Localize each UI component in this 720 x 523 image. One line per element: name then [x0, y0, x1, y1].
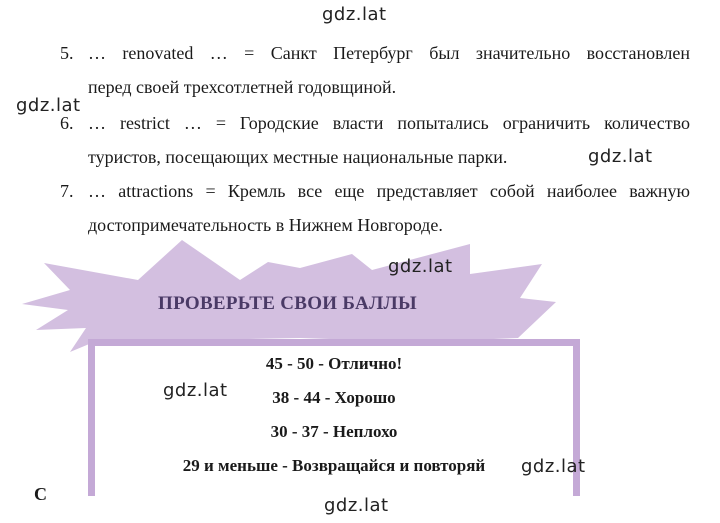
item-text-line: … renovated … = Санкт Петербург был значительно восстановлен [88, 43, 690, 63]
cut-off-text: С [34, 484, 47, 504]
score-line-good: 38 - 44 - Хорошо [272, 388, 396, 407]
watermark: gdz.lat [324, 495, 389, 516]
watermark: gdz.lat [163, 380, 228, 401]
item-number: 5. [60, 43, 74, 63]
item-text-line: … restrict … = Городские власти попытались ограничить количество [88, 113, 690, 133]
score-box [88, 339, 580, 496]
item-number: 6. [60, 113, 74, 133]
watermark: gdz.lat [521, 456, 586, 477]
watermark: gdz.lat [322, 4, 387, 25]
watermark: gdz.lat [388, 256, 453, 277]
score-section-title: ПРОВЕРЬТЕ СВОИ БАЛЛЫ [158, 293, 417, 314]
watermark: gdz.lat [588, 146, 653, 167]
item-number: 7. [60, 181, 74, 201]
item-text-line: туристов, посещающих местные национальные парки. [88, 147, 508, 167]
score-line-fair: 30 - 37 - Неплохо [270, 422, 398, 441]
item-text-line: … attractions = Кремль все еще представляет собой наиболее важную [88, 181, 690, 201]
score-line-excellent: 45 - 50 - Отлично! [265, 354, 403, 373]
item-text-line: перед своей трехсотлетней годовщиной. [88, 77, 397, 97]
item-text-line: достопримечательность в Нижнем Новгороде. [88, 215, 443, 235]
watermark: gdz.lat [16, 95, 81, 116]
score-line-repeat: 29 и меньше - Возвращайся и повторяй [182, 456, 486, 475]
